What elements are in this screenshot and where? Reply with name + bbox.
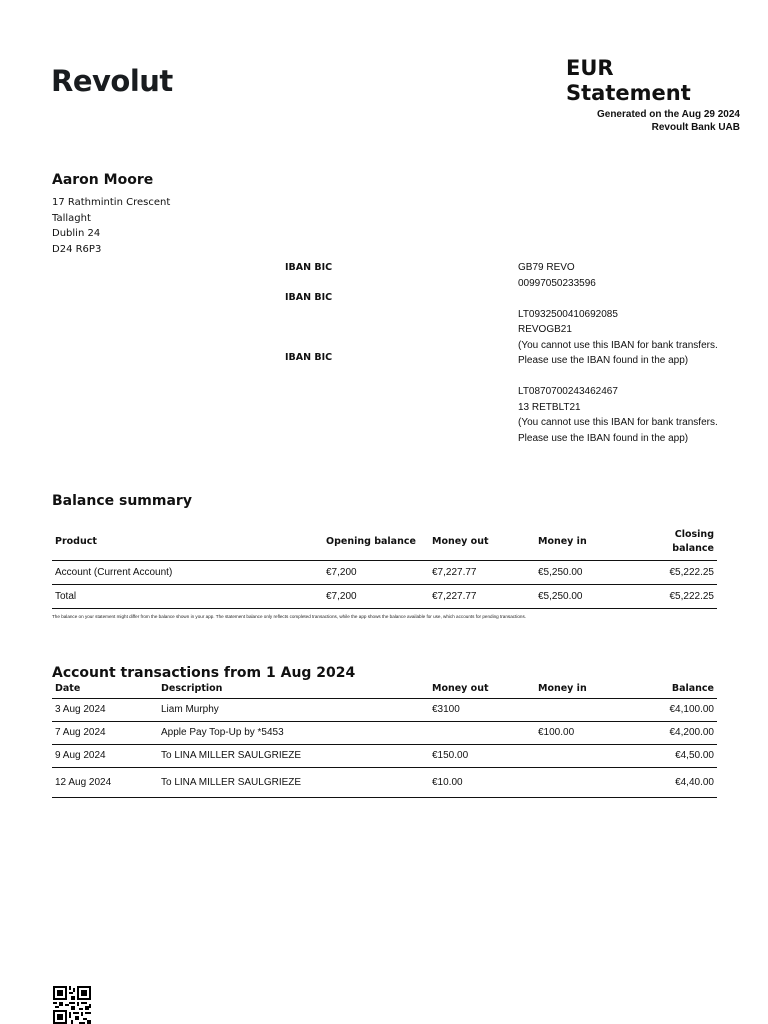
iban-value: GB79 REVO [518, 262, 575, 273]
money-out-cell: €10.00 [429, 767, 535, 797]
iban-value: LT0932500410692085 [518, 308, 618, 320]
iban-block [518, 384, 748, 446]
balance-cell: €4,40.00 [641, 767, 717, 797]
closing-label-line: Closing [674, 529, 714, 541]
opening-cell: €7,200 [323, 584, 429, 608]
money-in-cell [535, 698, 641, 721]
col-money-in: Money in [535, 524, 641, 560]
table-row [52, 721, 717, 744]
iban-note: Please use the IBAN found in the app) [518, 355, 689, 366]
balance-header-row [52, 524, 717, 560]
statement-heading: Statement [566, 81, 691, 105]
description-cell: Liam Murphy [158, 698, 429, 721]
issuer-name: Revoult Bank UAB [651, 122, 740, 133]
revolut-logo: Revolut [51, 64, 173, 98]
transactions-title: Account transactions from 1 Aug 2024 [52, 665, 356, 681]
iban-block [518, 260, 748, 291]
date-cell: 7 Aug 2024 [52, 721, 158, 744]
product-cell: Account (Current Account) [52, 560, 323, 584]
bic-value: 13 RETBLT21 [518, 401, 581, 413]
table-row [52, 560, 717, 584]
balance-cell: €4,100.00 [641, 698, 717, 721]
date-cell: 12 Aug 2024 [52, 767, 158, 797]
iban-values [518, 260, 748, 462]
description-cell: Apple Pay Top-Up by *5453 [158, 721, 429, 744]
table-row [52, 744, 717, 767]
col-money-out: Money out [429, 680, 535, 698]
col-closing-balance [641, 524, 717, 560]
address-line: Tallaght [52, 212, 91, 224]
description-cell: To LINA MILLER SAULGRIEZE [158, 767, 429, 797]
date-cell: 3 Aug 2024 [52, 698, 158, 721]
bic-value: REVOGB21 [518, 324, 572, 335]
col-product: Product [52, 524, 323, 560]
bic-value: 00997050233596 [518, 277, 596, 289]
col-balance: Balance [641, 680, 717, 698]
table-row [52, 584, 717, 608]
iban-bic-label: IBAN BIC [285, 262, 333, 273]
money-in-cell [535, 744, 641, 767]
money-out-cell [429, 721, 535, 744]
customer-address [52, 195, 170, 257]
balance-disclaimer: The balance on your statement might differ from the balance shown in your app. The statement balance only reflects completed transactions, while the app shows the balance available for use, which accounts for pending transactions. [52, 614, 527, 619]
product-cell: Total [52, 584, 323, 608]
statement-currency: EUR [566, 56, 614, 80]
money-out-cell: €3100 [429, 698, 535, 721]
money-in-cell: €100.00 [535, 721, 641, 744]
balance-summary-table [52, 524, 717, 609]
qr-code-icon [53, 986, 91, 1024]
opening-cell: €7,200 [323, 560, 429, 584]
money-in-cell [535, 767, 641, 797]
address-line: D24 R6P3 [52, 243, 102, 255]
col-date: Date [52, 680, 158, 698]
iban-note: Please use the IBAN found in the app) [518, 432, 689, 444]
money-out-cell: €150.00 [429, 744, 535, 767]
balance-cell: €4,50.00 [641, 744, 717, 767]
transactions-header-row [52, 680, 717, 698]
closing-cell: €5,222.25 [641, 560, 717, 584]
iban-note: (You cannot use this IBAN for bank transfers. [518, 339, 718, 351]
col-money-in: Money in [535, 680, 641, 698]
col-opening-balance: Opening balance [323, 524, 429, 560]
statement-meta [597, 108, 740, 134]
table-row [52, 767, 717, 797]
balance-cell: €4,200.00 [641, 721, 717, 744]
money-out-cell: €7,227.77 [429, 584, 535, 608]
col-money-out: Money out [429, 524, 535, 560]
money-out-cell: €7,227.77 [429, 560, 535, 584]
description-cell: To LINA MILLER SAULGRIEZE [158, 744, 429, 767]
iban-value: LT0870700243462467 [518, 386, 618, 397]
col-description: Description [158, 680, 429, 698]
date-cell: 9 Aug 2024 [52, 744, 158, 767]
iban-bic-label: IBAN BIC [285, 292, 333, 303]
address-line: Dublin 24 [52, 228, 101, 239]
closing-cell: €5,222.25 [641, 584, 717, 608]
address-line: 17 Rathmintin Crescent [52, 197, 171, 208]
statement-title [566, 56, 691, 106]
iban-note: (You cannot use this IBAN for bank transfers. [518, 417, 718, 428]
money-in-cell: €5,250.00 [535, 560, 641, 584]
transactions-table [52, 680, 717, 798]
money-in-cell: €5,250.00 [535, 584, 641, 608]
closing-label-line: balance [672, 543, 714, 555]
iban-bic-label: IBAN BIC [285, 352, 333, 363]
balance-summary-title: Balance summary [52, 493, 192, 509]
generated-date: Generated on the Aug 29 2024 [596, 109, 740, 120]
iban-block [518, 307, 748, 369]
customer-name: Aaron Moore [52, 172, 154, 188]
table-row [52, 698, 717, 721]
